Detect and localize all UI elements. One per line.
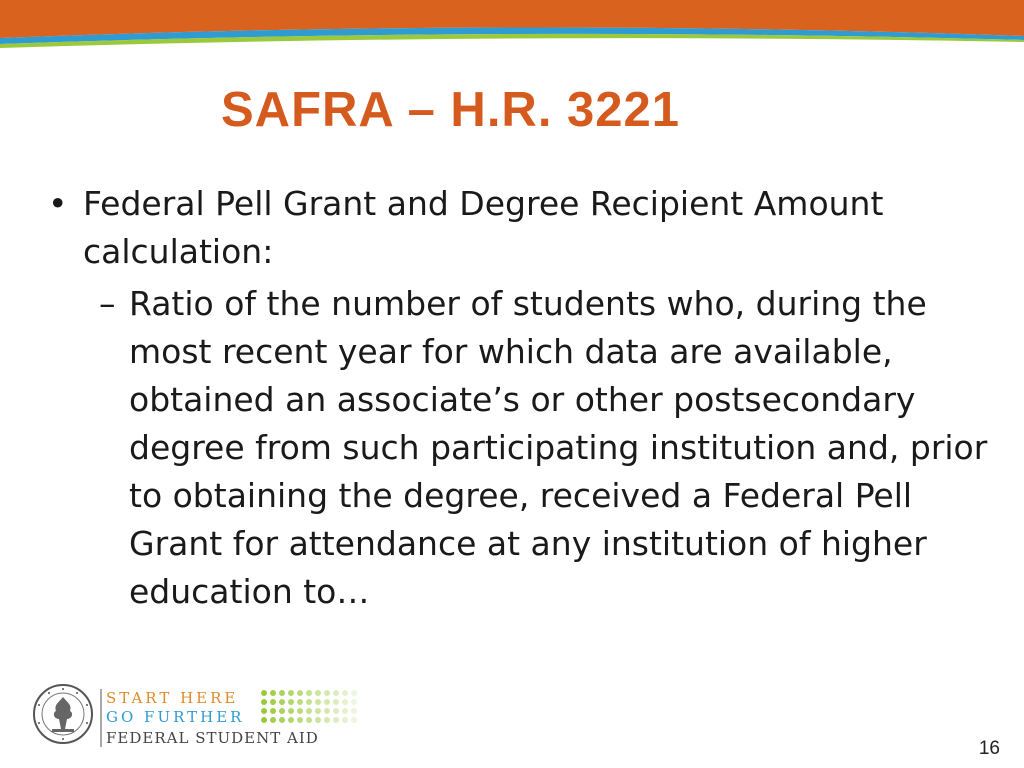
sub-bullet-item bbox=[99, 280, 999, 616]
department-of-education-seal-icon bbox=[32, 683, 94, 745]
bullet-marker: • bbox=[48, 184, 68, 223]
logo-line-go-further: GO FURTHER bbox=[106, 708, 245, 726]
federal-student-aid-logo bbox=[32, 683, 352, 753]
sub-bullet-text: Ratio of the number of students who, during the most recent year for which data are available, obtained an associate’s or other postsecondary degree from such participating institution and, prior to obtaining the degree, received a Federal Pell Grant for attendance at any institution of higher education to… bbox=[129, 284, 988, 611]
bullet-item bbox=[40, 180, 1000, 276]
dot-pattern-icon bbox=[260, 689, 370, 729]
slide-title: SAFRA – H.R. 3221 bbox=[221, 83, 681, 137]
top-decorative-band bbox=[0, 0, 1024, 60]
slide-body bbox=[40, 180, 1000, 616]
logo-line-start-here: START HERE bbox=[106, 689, 239, 707]
logo-divider bbox=[100, 689, 102, 747]
sub-bullet-marker: – bbox=[99, 284, 116, 323]
bullet-text: Federal Pell Grant and Degree Recipient Amount calculation: bbox=[83, 184, 884, 271]
page-number: 16 bbox=[978, 738, 1000, 759]
logo-line-federal-student-aid: FEDERAL STUDENT AID bbox=[106, 729, 319, 747]
